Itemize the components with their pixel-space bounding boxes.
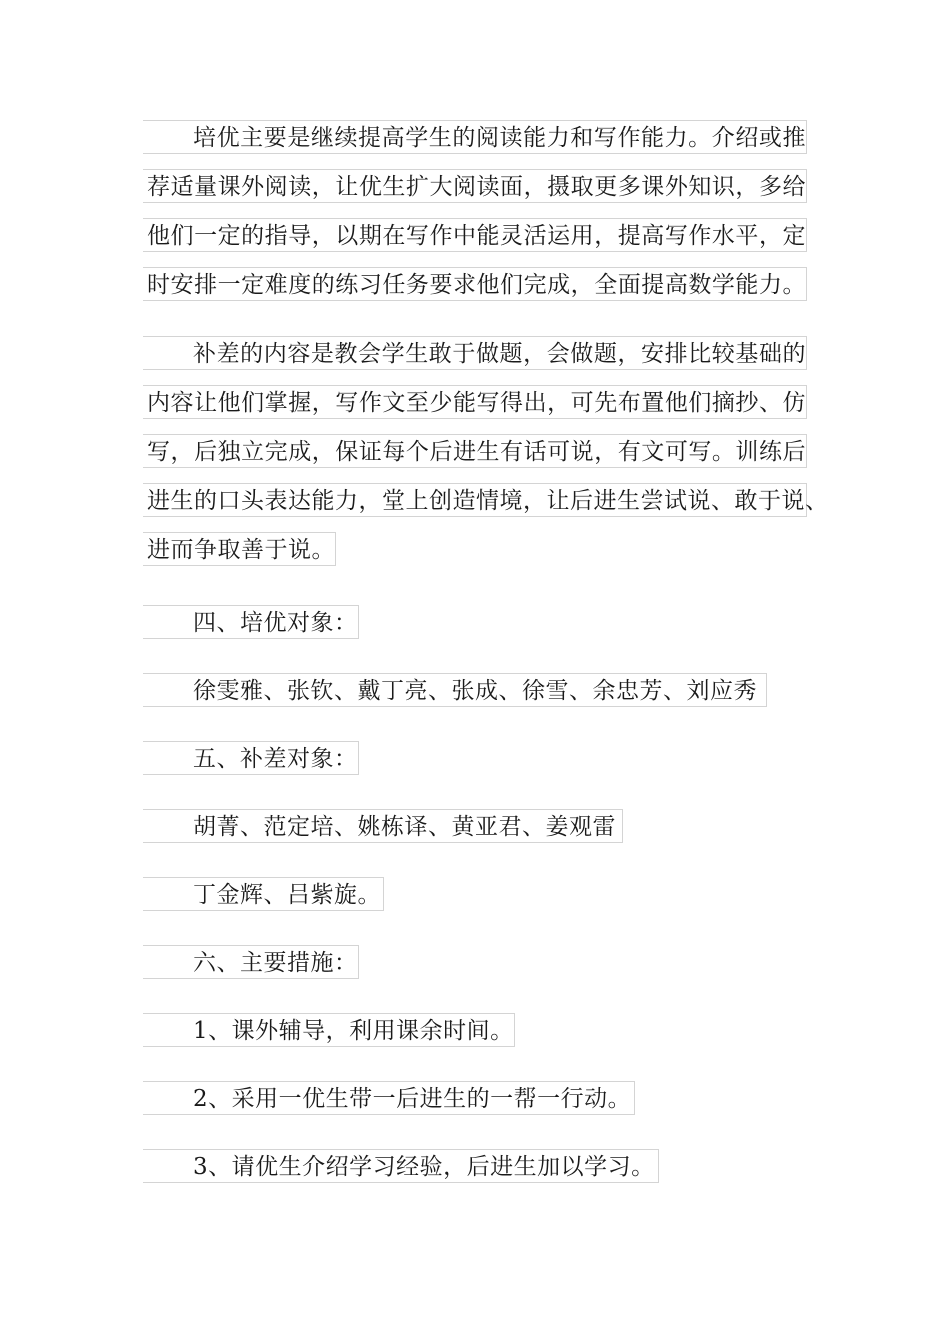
section-4-names: 徐雯雅、张钦、戴丁亮、张成、徐雪、余忠芳、刘应秀	[143, 673, 767, 707]
section-6-heading: 六、主要措施：	[143, 945, 359, 979]
paragraph-1-line-3: 他们一定的指导，以期在写作中能灵活运用，提高写作水平，定	[143, 218, 807, 252]
measure-item-3: 3、请优生介绍学习经验，后进生加以学习。	[143, 1149, 659, 1183]
section-5-heading: 五、补差对象：	[143, 741, 359, 775]
paragraph-2-line-1: 补差的内容是教会学生敢于做题，会做题，安排比较基础的	[143, 336, 807, 370]
paragraph-1-line-1: 培优主要是继续提高学生的阅读能力和写作能力。介绍或推	[143, 120, 807, 154]
section-5-names-line-1: 胡菁、范定培、姚栋译、黄亚君、姜观雷	[143, 809, 623, 843]
paragraph-1-line-4: 时安排一定难度的练习任务要求他们完成，全面提高数学能力。	[143, 267, 807, 301]
measure-item-1: 1、课外辅导，利用课余时间。	[143, 1013, 515, 1047]
paragraph-2-line-3: 写，后独立完成，保证每个后进生有话可说，有文可写。训练后	[143, 434, 807, 468]
section-4-heading: 四、培优对象：	[143, 605, 359, 639]
measure-item-2: 2、采用一优生带一后进生的一帮一行动。	[143, 1081, 635, 1115]
section-5-names-line-2: 丁金辉、吕紫旋。	[143, 877, 384, 911]
paragraph-2-line-5: 进而争取善于说。	[143, 532, 336, 566]
paragraph-2-line-2: 内容让他们掌握，写作文至少能写得出，可先布置他们摘抄、仿	[143, 385, 807, 419]
paragraph-1-line-2: 荐适量课外阅读，让优生扩大阅读面，摄取更多课外知识，多给	[143, 169, 807, 203]
paragraph-2-line-4: 进生的口头表达能力，堂上创造情境，让后进生尝试说、敢于说、	[143, 483, 807, 517]
